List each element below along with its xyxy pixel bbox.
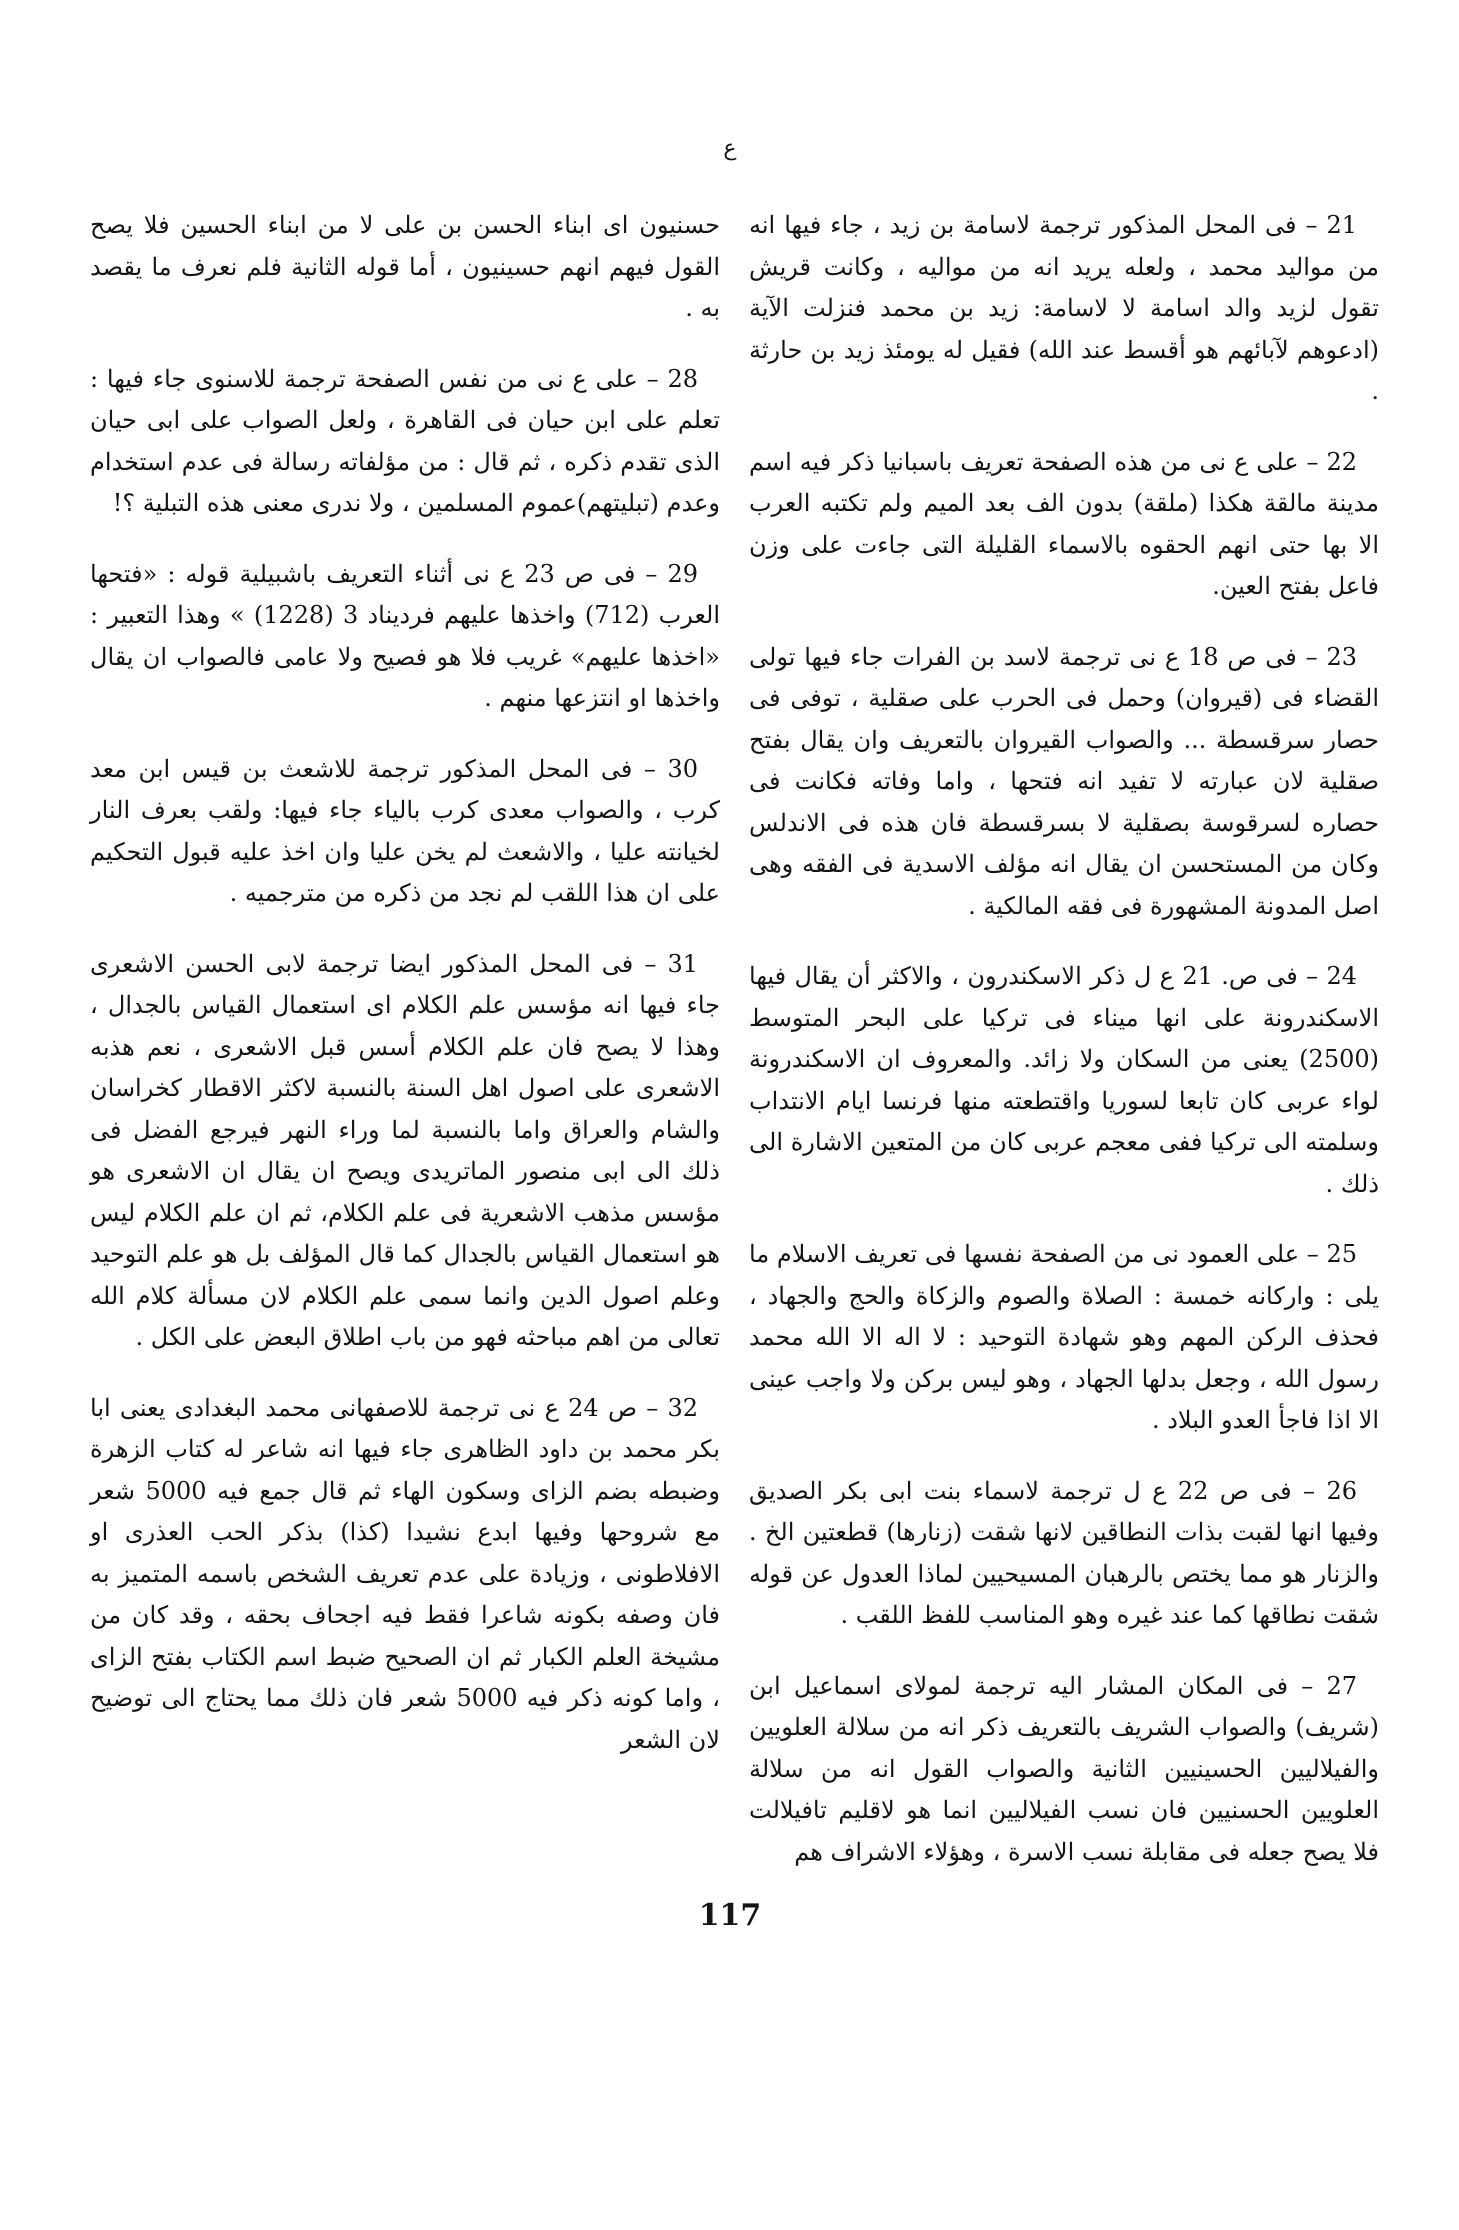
entry-text: 22 – على ع نى من هذه الصفحة تعريف باسبانيا ذكر فيه اسم مدينة مالقة هكذا (ملقة) بدون الف بعد الميم ولم تكتبه العرب الا بها حتى انهم الحقوه بالاسماء القليلة التى جاءت على وزن فاعل بفتح العين.: [749, 447, 1379, 600]
entry-29: [90, 554, 720, 720]
entry-text: 21 – فى المحل المذكور ترجمة لاسامة بن زيد ، جاء فيها انه من مواليد محمد ، ولعله يريد انه من مواليه ، وكانت قريش تقول لزيد والد اسامة لا لاسامة: زيد بن محمد فنزلت الآية (ادعوهم لآبائهم هو أقسط عند الله) فقيل له يومئذ زيد بن حارثة .: [749, 211, 1379, 405]
entry-27-continued: [90, 205, 720, 330]
entry-text: 28 – على ع نى من نفس الصفحة ترجمة للاسنوى جاء فيها : تعلم على ابن حيان فى القاهرة ، ولعل الصواب على ابى حيان الذى تقدم ذكره ، ثم قال : من مؤلفاته رسالة فى عدم استخدام وعدم (تبليتهم)عموم المسلمين ، ولا ندرى معنى هذه التبلية ؟!: [90, 364, 720, 517]
entry-text: 29 – فى ص 23 ع نى أثناء التعريف باشبيلية قوله : «فتحها العرب (712) واخذها عليهم فرديناد 3 (1228) » وهذا التعبير : «اخذها عليهم» غريب فلا هو فصيح ولا عامى فالصواب ان يقال واخذها او انتزعها منهم .: [90, 559, 721, 712]
entry-text: 26 – فى ص 22 ع ل ترجمة لاسماء بنت ابى بكر الصديق وفيها انها لقبت بذات النطاقين لانها شقت (زنارها) قطعتين الخ . والزنار هو مما يختص بالرهبان المسيحيين لماذا العدول عن قوله شقت نطاقها كما عند غيره وهو المناسب للفظ اللقب .: [749, 1476, 1379, 1629]
entry-21: [749, 205, 1379, 413]
entry-28: [90, 359, 720, 525]
page-number: 117: [698, 1898, 762, 1933]
entry-text: 32 – ص 24 ع نى ترجمة للاصفهانى محمد البغدادى يعنى ابا بكر محمد بن داود الظاهرى جاء فيها انه شاعر له كتاب الزهرة وضبطه بضم الزاى وسكون الهاء ثم قال جمع فيه 5000 شعر مع شروحها وفيها ابدع نشيدا (كذا) بذكر الحب العذرى او الافلاطونى ، وزيادة على عدم تعريف الشخص باسمه المتميز به فان وصفه بكونه شاعرا فقط فيه اجحاف بحقه ، وقد كان من مشيخة العلم الكبار ثم ان الصحيح ضبط اسم الكتاب بفتح الزاى ، واما كونه ذكر فيه 5000 شعر فان ذلك مما يحتاج الى توضيح لان الشعر: [90, 1393, 721, 1754]
entry-22: [749, 442, 1379, 608]
right-column: [749, 205, 1379, 1902]
entry-31: [90, 944, 720, 1359]
entry-26: [749, 1471, 1379, 1637]
entry-27: [749, 1666, 1379, 1874]
entry-text: 27 – فى المكان المشار اليه ترجمة لمولاى اسماعيل ابن (شريف) والصواب الشريف بالتعريف ذكر انه من سلالة العلويين والفيلاليين الحسينيين الثانية والصواب القول انه من سلالة العلويين الحسنيين فان نسب الفيلاليين انما هو لاقليم تافيلالت فلا يصح جعله فى مقابلة نسب الاسرة ، وهؤلاء الاشراف هم: [749, 1671, 1379, 1866]
entry-23: [749, 637, 1379, 928]
header-mark: ع: [723, 136, 737, 161]
entry-text: 30 – فى المحل المذكور ترجمة للاشعث بن قيس ابن معد كرب ، والصواب معدى كرب بالياء جاء فيها: ولقب بعرف النار لخيانته عليا ، والاشعث لم يخن عليا وان اخذ عليه قبول التحكيم على ان هذا اللقب لم نجد من ذكره من مترجميه .: [90, 754, 720, 907]
entry-24: [749, 956, 1379, 1205]
entry-text: 24 – فى ص. 21 ع ل ذكر الاسكندرون ، والاكثر أن يقال فيها الاسكندرونة على انها ميناء فى تركيا على البحر المتوسط (2500) يعنى من السكان ولا زائد. والمعروف ان الاسكندرونة لواء عربى كان تابعا لسوريا واقتطعته منها فرنسا ايام الانتداب وسلمته الى تركيا ففى معجم عربى كان من المتعين الاشارة الى ذلك .: [749, 962, 1379, 1198]
entry-25: [749, 1234, 1379, 1442]
entry-text: 31 – فى المحل المذكور ايضا ترجمة لابى الحسن الاشعرى جاء فيها انه مؤسس علم الكلام اى استعمال القياس بالجدال ، وهذا لا يصح فان علم الكلام أسس قبل الاشعرى ، نعم هذبه الاشعرى على اصول اهل السنة بالنسبة لاكثر الاقطار كخراسان والشام والعراق واما بالنسبة لما وراء النهر فيرجع الفضل فى ذلك الى ابى منصور الماتريدى ويصح ان يقال ان الاشعرى هو مؤسس مذهب الاشعرية فى علم الكلام، ثم ان علم الكلام ليس هو استعمال القياس بالجدال كما قال المؤلف بل هو علم التوحيد وعلم اصول الدين وانما سمى علم الكلام لان مسألة كلام الله تعالى من اهم مباحثه فهو من باب اطلاق البعض على الكل .: [90, 949, 720, 1351]
entry-30: [90, 749, 720, 915]
entry-text: 23 – فى ص 18 ع نى ترجمة لاسد بن الفرات جاء فيها تولى القضاء فى (قيروان) وحمل فى الحرب على صقلية ، توفى فى حصار سرقسطة ... والصواب القيروان بالتعريف وان يقال بفتح صقلية لان عبارته لا تفيد انه فتحها ، واما وفاته فكانت فى حصاره لسرقوسة بصقلية لا بسرقسطة فان هذه فى الاندلس وكان من المستحسن ان يقال انه مؤلف الاسدية فى الفقه وهى اصل المدونة المشهورة فى فقه المالكية .: [749, 642, 1380, 920]
entry-text: 25 – على العمود نى من الصفحة نفسها فى تعريف الاسلام ما يلى : واركانه خمسة : الصلاة والصوم والزكاة والحج والجهاد ، فحذف الركن المهم وهو شهادة التوحيد : لا اله الا الله محمد رسول الله ، وجعل بدلها الجهاد ، وهو ليس بركن ولا واجب عينى الا اذا فاجأ العدو البلاد .: [749, 1240, 1379, 1434]
left-column: [90, 205, 720, 1790]
entry-32: [90, 1388, 720, 1762]
entry-text: حسنيون اى ابناء الحسن بن على لا من ابناء الحسين فلا يصح القول فيهم انهم حسينيون ، أما قوله الثانية فلم نعرف ما يقصد به .: [90, 211, 720, 322]
